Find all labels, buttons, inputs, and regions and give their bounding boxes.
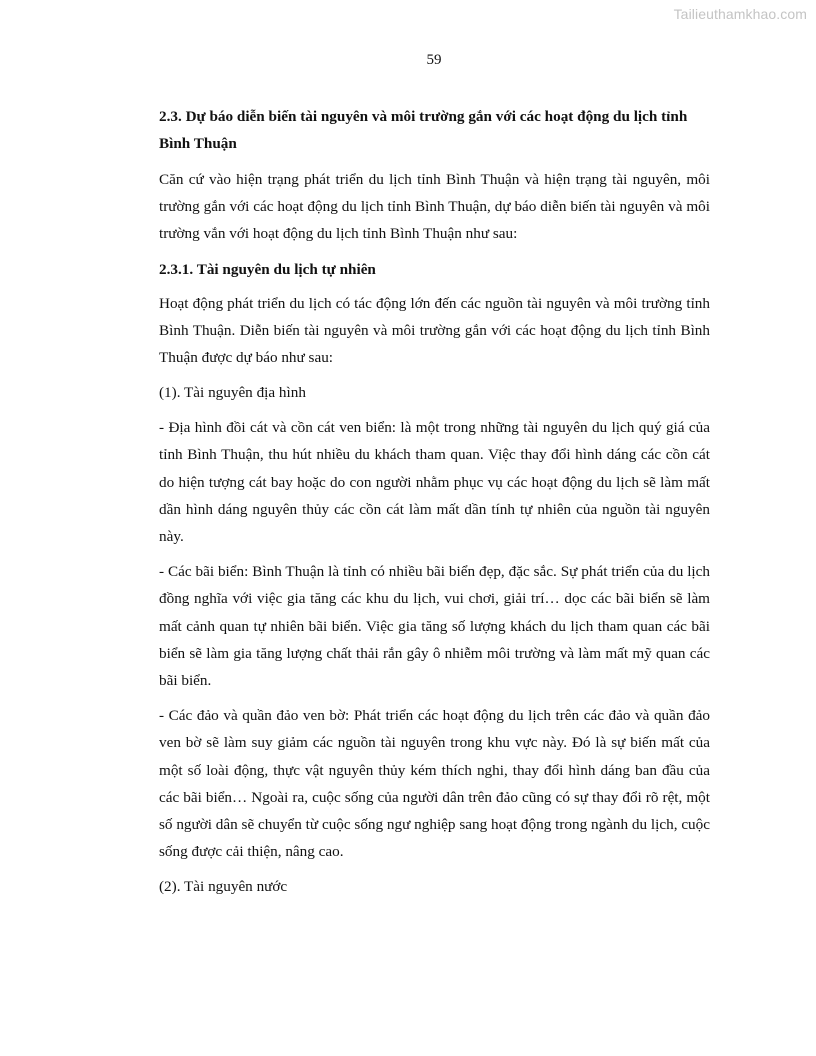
subsection-heading: 2.3.1. Tài nguyên du lịch tự nhiên — [159, 260, 376, 278]
intro-paragraph: Căn cứ vào hiện trạng phát triển du lịch tỉnh Bình Thuận và hiện trạng tài nguyên, môi trường gắn với các hoạt động du lịch tỉnh Bình Thuận, dự báo diễn biến tài nguyên và môi trường vắn với hoạt động du lịch tỉnh Bình Thuận như sau: — [159, 171, 710, 243]
document-body — [159, 104, 710, 908]
paragraph-islands: - Các đảo và quần đảo ven bờ: Phát triển các hoạt động du lịch trên các đảo và quần đảo ven bờ sẽ làm suy giảm các nguồn tài nguyên trong khu vực này. Đó là sự biến mất của một số loài động, thực vật nguyên thủy kém thích nghi, thay đổi hình dáng ban đầu của các bãi biển… Ngoài ra, cuộc sống của người dân trên đảo cũng có sự thay đổi rõ rệt, một số người dân sẽ chuyển từ cuộc sống ngư nghiệp sang hoạt động trong ngành du lịch, cuộc sống được cải thiện, nâng cao. — [159, 707, 710, 861]
paragraph-beaches: - Các bãi biển: Bình Thuận là tỉnh có nhiều bãi biển đẹp, đặc sắc. Sự phát triển của du lịch đồng nghĩa với việc gia tăng các khu du lịch, vui chơi, giải trí… dọc các bãi biển sẽ làm mất cảnh quan tự nhiên bãi biển. Việc gia tăng số lượng khách du lịch tham quan các bãi biển sẽ làm gia tăng lượng chất thải rắn gây ô nhiễm môi trường và làm mất mỹ quan các bãi biển. — [159, 563, 710, 690]
subsection-paragraph: Hoạt động phát triển du lịch có tác động lớn đến các nguồn tài nguyên và môi trường tỉnh Bình Thuận. Diễn biến tài nguyên và môi trường gắn với các hoạt động du lịch tỉnh Bình Thuận được dự báo như sau: — [159, 294, 710, 367]
watermark: Tailieuthamkhao.com — [673, 6, 807, 22]
section-heading: 2.3. Dự báo diễn biến tài nguyên và môi trường gắn với các hoạt động du lịch tỉnh Bình Thuận — [159, 108, 688, 152]
paragraph-sand-dunes: - Địa hình đồi cát và cồn cát ven biển: là một trong những tài nguyên du lịch quý giá của tỉnh Bình Thuận, thu hút nhiều du khách tham quan. Việc thay đổi hình dáng các cồn cát do hiện tượng cát bay hoặc do con người nhằm phục vụ các hoạt động du lịch sẽ làm mất dần hình dáng nguyên thủy các cồn cát làm mất dần tính tự nhiên của nguồn tài nguyên này. — [159, 419, 710, 546]
page-number: 59 — [426, 52, 442, 68]
item-label-water: (2). Tài nguyên nước — [159, 878, 288, 896]
item-label-terrain: (1). Tài nguyên địa hình — [159, 384, 306, 402]
